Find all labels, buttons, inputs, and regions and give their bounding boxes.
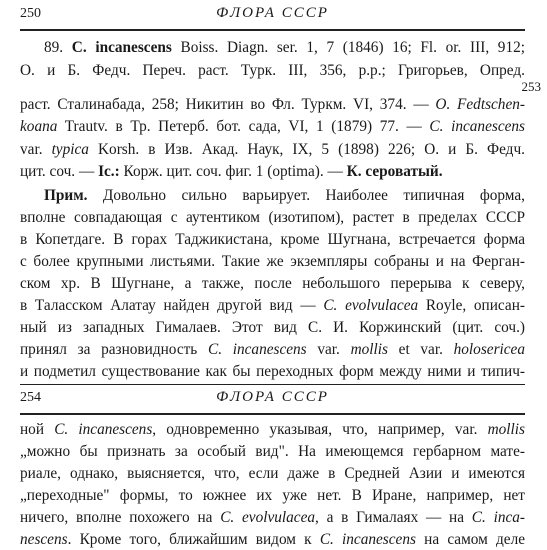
running-title: ФЛОРА СССР (216, 389, 329, 405)
italic-run: C. inca- (471, 509, 525, 526)
text-line (44, 38, 525, 58)
italic-run: C. incanescens (429, 118, 525, 135)
italic-run: C. incanescens (208, 341, 307, 358)
italic-run: C. evolvulacea (220, 509, 316, 526)
text-run: Trautv. в Тр. Петерб. бот. сада, VI, 1 (1879) 77. — (57, 118, 430, 135)
text-run: var. (306, 341, 351, 358)
text-run: , а в Гималаях — на (315, 509, 472, 526)
text-run: Korsh. в Изв. Акад. Наук, IX, 5 (1898) 226; О. и Б. Федч. (88, 141, 525, 158)
page-break-rule (20, 384, 525, 385)
header-rule (20, 413, 525, 415)
page-header-top (20, 4, 525, 26)
text-run: с более крупными листьями. Такие же экземпляры собраны и на Ферган- (20, 253, 525, 270)
italic-run: C. evolvulacea (323, 297, 419, 314)
text-run: . Кроме того, ближайшим видом к (67, 531, 320, 548)
text-line (20, 530, 525, 550)
text-run: на самом деле (415, 531, 525, 548)
text-run: вполне совпадающая с аутентиком (изотипом), растет в пределах СССР (20, 209, 525, 226)
text-run: „можно бы признать за особый вид". На имеющемся гербарном мате- (20, 443, 525, 460)
text-line (20, 464, 525, 484)
italic-run: mollis (350, 341, 388, 358)
text-run: Boiss. Diagn. ser. 1, 7 (1846) 16; Fl. or. III, 912; (171, 39, 525, 56)
italic-run: nescens (20, 531, 68, 548)
text-run: Корж. цит. соч. фиг. 1 (optima). — (119, 163, 347, 180)
text-run: ный из западных Гималаев. Этот вид С. И. Коржинский (цит. соч.) (20, 319, 525, 336)
text-run: цит. соч. — (20, 163, 99, 180)
text-line (20, 420, 525, 440)
italic-run: holosericea (453, 341, 525, 358)
text-run: Royle, описан- (418, 297, 525, 314)
text-line (20, 508, 525, 528)
text-line (44, 186, 525, 206)
text-line (20, 442, 525, 462)
text-line (20, 230, 525, 250)
italic-run: mollis (487, 421, 525, 438)
text-line (20, 296, 525, 316)
header-rule (20, 29, 525, 31)
text-run: et var. (387, 341, 454, 358)
margin-page-number: 253 (521, 79, 541, 94)
text-run: 89. (44, 39, 72, 56)
text-run: риале, однако, выясняется, что, если даже в Средней Азии и имеются (20, 465, 525, 482)
text-line (20, 61, 525, 81)
text-line (20, 140, 525, 160)
text-run: ничего, вполне похожего на (20, 509, 221, 526)
text-run: раст. Сталинабада, 258; Никитин во Фл. Туркм. VI, 374. — (20, 96, 436, 113)
text-line (20, 486, 525, 506)
bold-run: К. сероватый. (346, 163, 443, 180)
text-line (20, 208, 525, 228)
text-line (20, 162, 525, 182)
text-run: „переходные" формы, то южнее их уже нет. В Иране, например, нет (20, 487, 525, 504)
text-run: принял за разновидность (20, 341, 208, 358)
text-line (20, 95, 525, 115)
text-run: ском хр. В Шугнане, а также, после небольшого перерыва к северу, (20, 275, 525, 292)
text-line (20, 117, 525, 137)
bold-run: Ic.: (98, 163, 120, 180)
text-run: и подметил существование как бы переходных форм между ними и типич- (20, 363, 525, 380)
text-run: О. и Б. Федч. Переч. раст. Турк. III, 356, р.р.; Григорьев, Опред. (20, 62, 525, 79)
text-line (20, 340, 525, 360)
page-header-bottom (20, 388, 525, 410)
italic-run: C. incanescens (319, 531, 416, 548)
text-line (20, 318, 525, 338)
running-title: ФЛОРА СССР (216, 5, 329, 21)
italic-run: O. Fedtschen- (435, 96, 525, 113)
text-run: ной (20, 421, 55, 438)
bold-run: Прим. (44, 187, 88, 204)
text-run: Довольно сильно варьирует. Наиболее типичная форма, (87, 187, 525, 204)
text-line (20, 362, 525, 382)
text-line (20, 252, 525, 272)
bold-run: C. incanescens (71, 39, 172, 56)
page-number: 250 (20, 6, 41, 21)
page-number: 254 (20, 390, 41, 405)
text-run: , одновременно указывая, что, например, var. (152, 421, 488, 438)
italic-run: C. incanescens (54, 421, 153, 438)
text-run: в Таласском Алатау найден другой вид — (20, 297, 324, 314)
text-run: в Копетдаге. В горах Таджикистана, кроме Шугнана, встречается форма (20, 231, 525, 248)
text-run: var. (20, 141, 52, 158)
text-line (20, 274, 525, 294)
italic-run: koana (20, 118, 58, 135)
italic-run: typica (51, 141, 89, 158)
